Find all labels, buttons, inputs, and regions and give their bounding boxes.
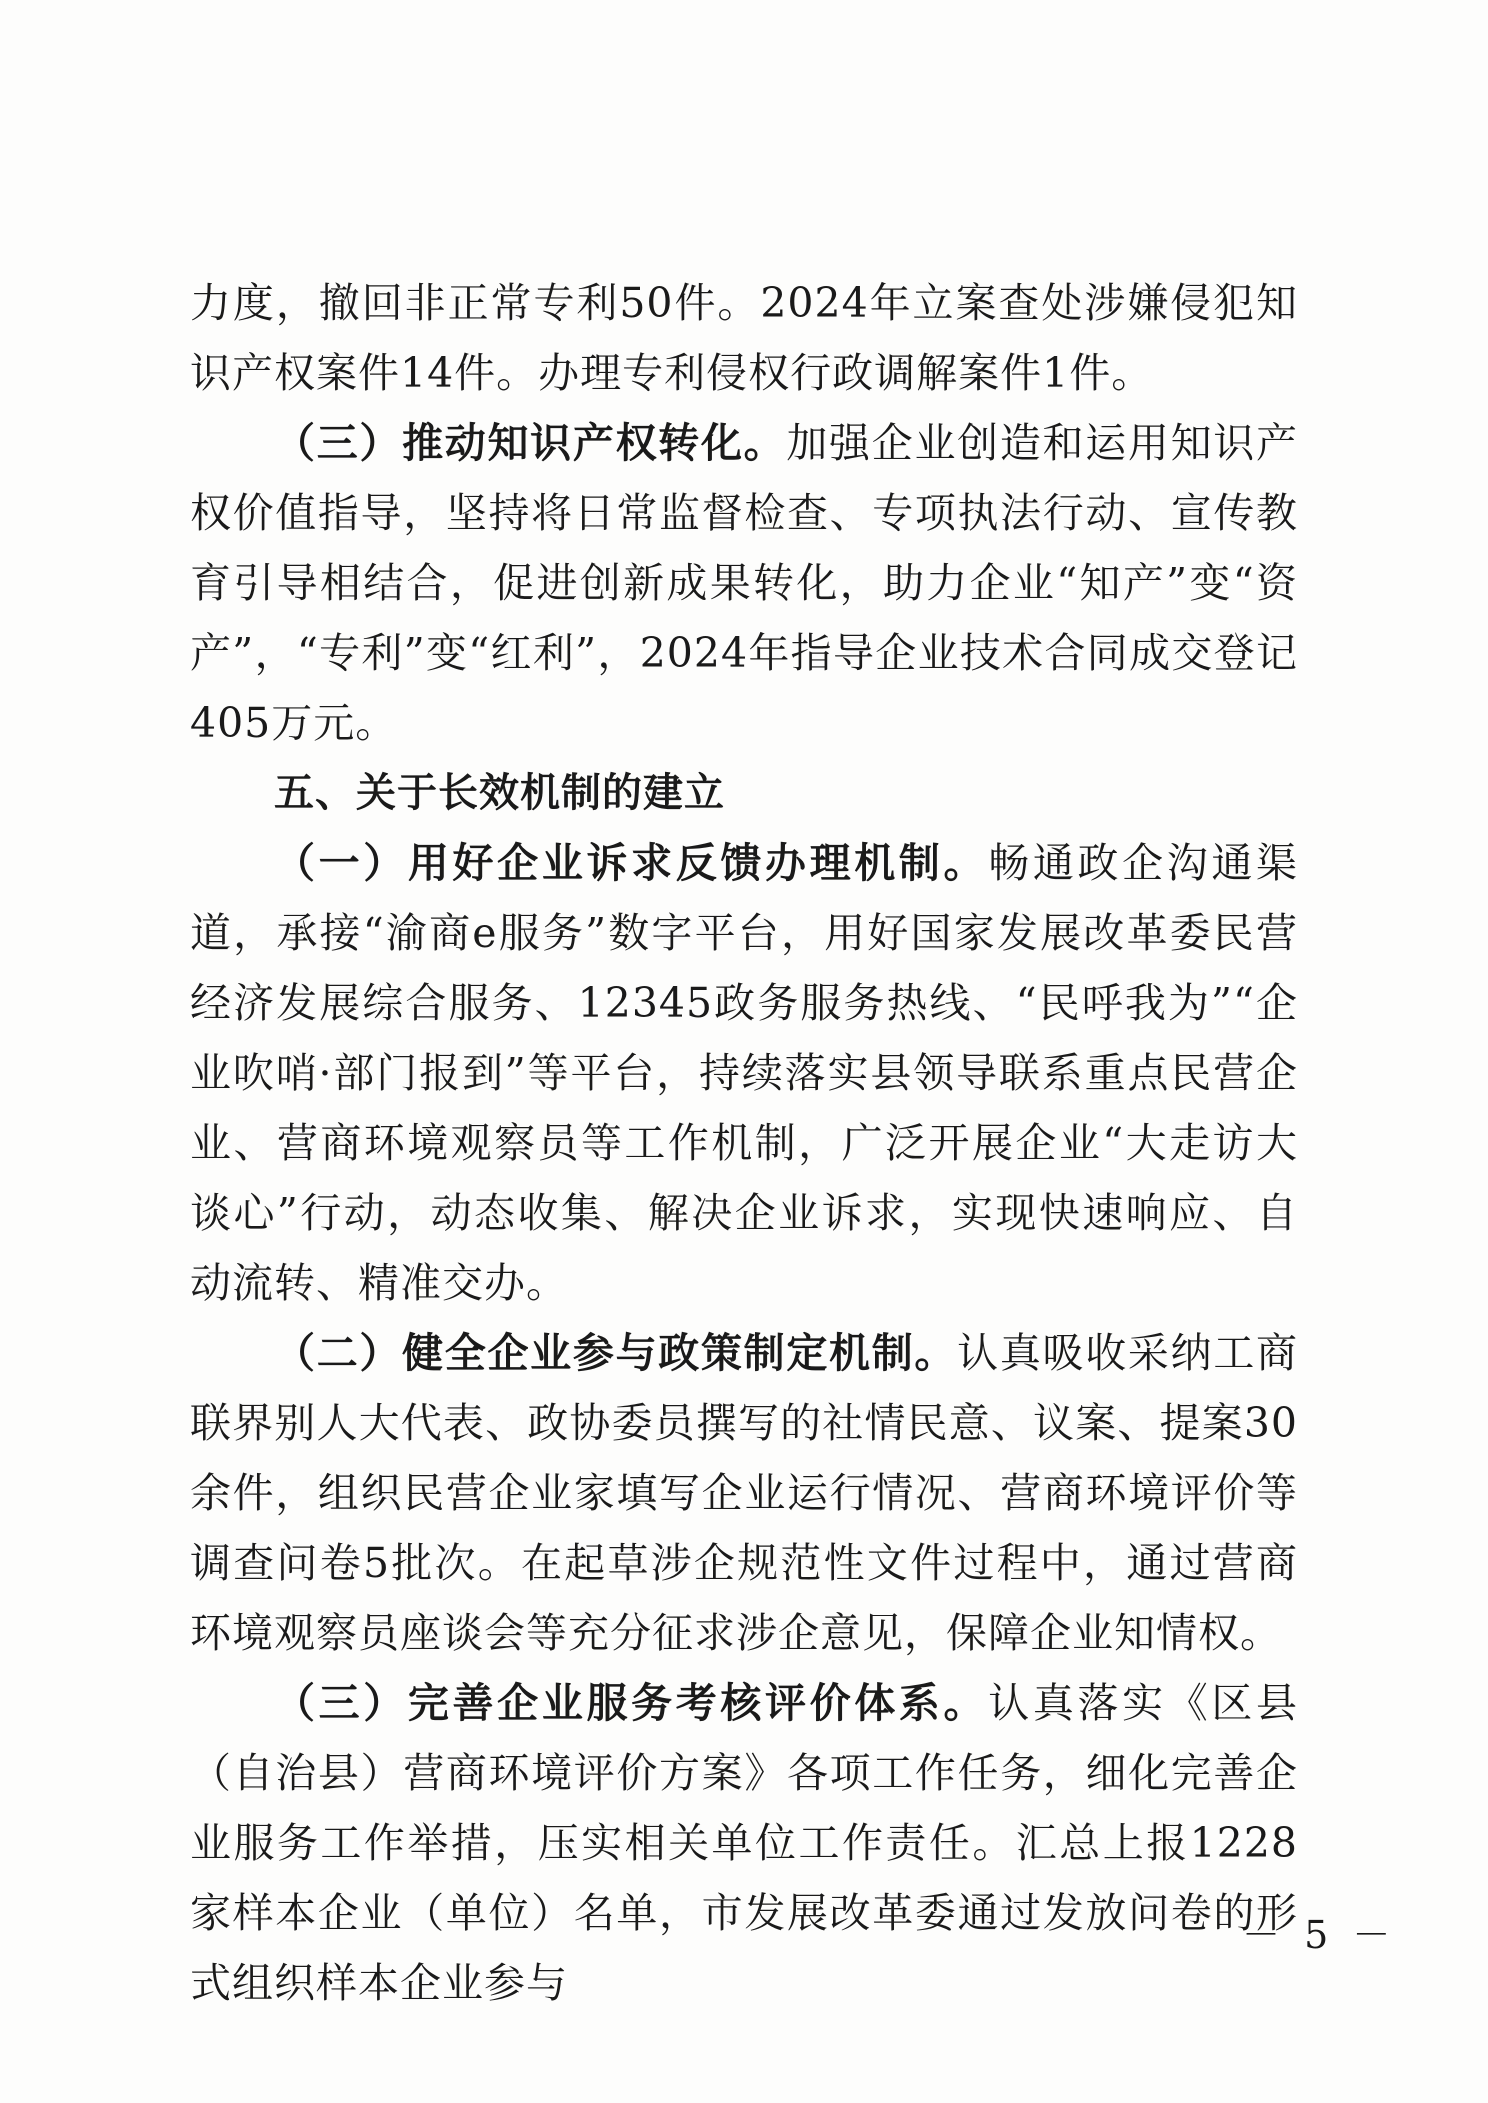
paragraph-ip-enforcement-continued xyxy=(190,268,1298,408)
page-number: － 5 － xyxy=(1242,1913,1397,1957)
paragraph-text: 加强企业创造和运用知识产权价值指导，坚持将日常监督检查、专项执法行动、宣传教育引导相结合，促进创新成果转化，助力企业“知产”变“资产”，“专利”变“红利”，2024年指导企业技术合同成交登记405万元。 xyxy=(190,419,1299,747)
paragraph-text: 认真落实《区县（自治县）营商环境评价方案》各项工作任务，细化完善企业服务工作举措，压实相关单位工作责任。汇总上报1228家样本企业（单位）名单，市发展改革委通过发放问卷的形式组织样本企业参与 xyxy=(190,1679,1299,2007)
paragraph-service-evaluation xyxy=(190,1668,1298,2018)
paragraph-text: 畅通政企沟通渠道，承接“渝商e服务”数字平台，用好国家发展改革委民营经济发展综合服务、12345政务服务热线、“民呼我为”“企业吹哨·部门报到”等平台，持续落实县领导联系重点民营企业、营商环境观察员等工作机制，广泛开展企业“大走访大谈心”行动，动态收集、解决企业诉求，实现快速响应、自动流转、精准交办。 xyxy=(190,839,1299,1307)
paragraph-subheading: （二）健全企业参与政策制定机制。 xyxy=(274,1329,958,1377)
paragraph-policy-participation xyxy=(190,1318,1298,1668)
document-body xyxy=(190,268,1298,2018)
paragraph-enterprise-feedback xyxy=(190,828,1298,1318)
paragraph-text: 力度，撤回非正常专利50件。2024年立案查处涉嫌侵犯知识产权案件14件。办理专利侵权行政调解案件1件。 xyxy=(190,279,1298,397)
section-heading-long-term-mechanism: 五、关于长效机制的建立 xyxy=(274,770,725,816)
paragraph-subheading: （三）完善企业服务考核评价体系。 xyxy=(274,1679,989,1727)
paragraph-ip-transformation xyxy=(190,408,1298,758)
paragraph-subheading: （三）推动知识产权转化。 xyxy=(274,419,787,467)
paragraph-text: 认真吸收采纳工商联界别人大代表、政协委员撰写的社情民意、议案、提案30余件，组织民营企业家填写企业运行情况、营商环境评价等调查问卷5批次。在起草涉企规范性文件过程中，通过营商环境观察员座谈会等充分征求涉企意见，保障企业知情权。 xyxy=(190,1329,1299,1657)
paragraph-subheading: （一）用好企业诉求反馈办理机制。 xyxy=(274,839,989,887)
